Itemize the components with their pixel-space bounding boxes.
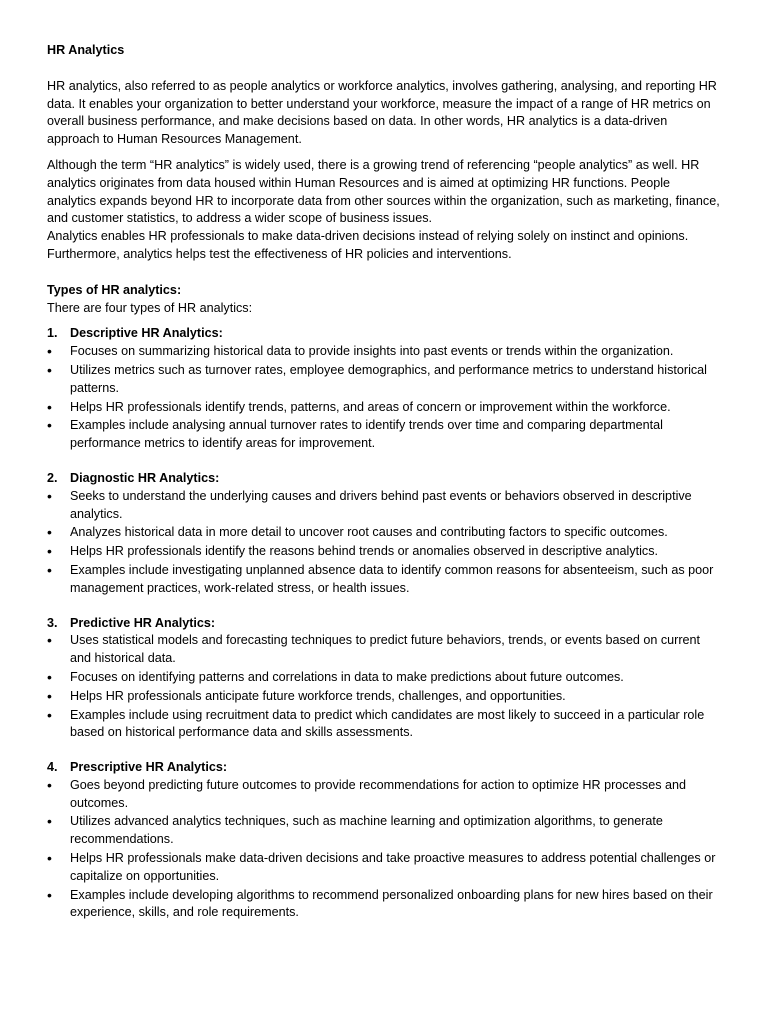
section-title: Predictive HR Analytics: [70,615,216,630]
list-item [47,669,720,687]
list-item [47,399,720,417]
list-item [47,417,720,453]
benefits-paragraph: Analytics enables HR professionals to make data-driven decisions instead of relying solely on instinct and opinions. Furthermore, analytics helps test the effectiveness of HR policies and interventions. [47,229,689,261]
bullet-icon: • [47,361,52,378]
bullet-list [47,488,720,598]
section-heading [47,470,720,488]
list-item [47,777,720,813]
bullet-icon: • [47,706,52,723]
section-number: 1. [47,326,58,341]
section-title: Diagnostic HR Analytics: [70,470,220,485]
list-item [47,343,720,361]
bullet-icon: • [47,850,52,867]
bullet-icon: • [47,524,52,541]
bullet-list [47,777,720,922]
section-number: 4. [47,760,58,775]
types-heading: Types of HR analytics: [47,282,182,297]
section-predictive [47,615,720,743]
bullet-icon: • [47,417,52,434]
list-item [47,488,720,524]
bullet-icon: • [47,632,52,649]
bullet-text: Helps HR professionals identify trends, patterns, and areas of concern or improvement within the workforce. [70,399,671,414]
bullet-icon: • [47,886,52,903]
bullet-icon: • [47,398,52,415]
bullet-text: Uses statistical models and forecasting techniques to predict future behaviors, trends, or events based on current and historical data. [70,633,701,666]
bullet-text: Utilizes metrics such as turnover rates, employee demographics, and performance metrics to understand historical patterns. [70,362,707,395]
intro-paragraph: HR analytics, also referred to as people analytics or workforce analytics, involves gathering, analysing, and reporting HR data. It enables your organization to better understand your workforce, measure the impact of a range of HR metrics on overall business performance, and make decisions based on data. In other words, HR analytics is a data-driven approach to Human Resources Management. [47,78,717,147]
list-item [47,688,720,706]
list-item [47,543,720,561]
bullet-text: Focuses on summarizing historical data to provide insights into past events or trends within the organization. [70,344,674,359]
bullet-text: Helps HR professionals make data-driven decisions and take proactive measures to address potential challenges or capitalize on opportunities. [70,851,716,883]
section-title: Prescriptive HR Analytics: [70,760,228,775]
list-item [47,562,720,598]
bullet-icon: • [47,776,52,793]
list-item [47,813,720,849]
list-item [47,707,720,743]
bullet-text: Utilizes advanced analytics techniques, such as machine learning and optimization algorithms, to generate recommendations. [70,814,663,847]
bullet-icon: • [47,687,52,704]
types-intro: There are four types of HR analytics: [47,300,253,315]
section-heading [47,325,720,343]
bullet-text: Goes beyond predicting future outcomes to provide recommendations for action to optimize HR processes and outcomes. [70,777,687,810]
list-item [47,362,720,398]
bullet-text: Examples include developing algorithms to recommend personalized onboarding plans for new hires based on their experience, skills, and role requirements. [70,887,713,920]
bullet-list [47,343,720,453]
list-item [47,524,720,542]
document-title: HR Analytics [47,43,125,57]
bullet-icon: • [47,543,52,560]
section-prescriptive [47,759,720,922]
bullet-icon: • [47,343,52,360]
bullet-text: Focuses on identifying patterns and correlations in data to make predictions about future outcomes. [70,669,624,684]
bullet-icon: • [47,561,52,578]
spacer [47,264,720,282]
bullet-list [47,632,720,742]
section-title: Descriptive HR Analytics: [70,326,223,341]
types-list [47,325,720,922]
terminology-paragraph: Although the term “HR analytics” is widely used, there is a growing trend of referencing “people analytics” as well. HR analytics originates from data housed within Human Resources and is aimed at optimizing HR functions. People analytics expands beyond HR to incorporate data from other sources within the organization, such as marketing, finance, and customer statistics, to address a wider scope of business issues. [47,157,720,226]
bullet-text: Helps HR professionals identify the reasons behind trends or anomalies observed in descriptive analytics. [70,544,659,559]
section-heading [47,759,720,777]
section-number: 3. [47,615,58,630]
bullet-icon: • [47,668,52,685]
bullet-text: Analyzes historical data in more detail to uncover root causes and contributing factors to specific outcomes. [70,525,668,540]
section-number: 2. [47,470,58,485]
bullet-text: Examples include investigating unplanned absence data to identify common reasons for absenteeism, such as poor management practices, work-related stress, or health issues. [70,562,714,595]
bullet-text: Examples include analysing annual turnover rates to identify trends over time and comparing departmental performance metrics to identify areas for improvement. [70,418,663,451]
bullet-text: Helps HR professionals anticipate future workforce trends, challenges, and opportunities. [70,688,566,703]
bullet-text: Seeks to understand the underlying causes and drivers behind past events or behaviors observed in descriptive analytics. [70,488,692,521]
section-descriptive [47,325,720,453]
list-item [47,887,720,923]
bullet-text: Examples include using recruitment data to predict which candidates are most likely to succeed in a particular role based on historical performance data and skills assessments. [70,707,705,740]
list-item [47,632,720,668]
bullet-icon: • [47,813,52,830]
section-diagnostic [47,470,720,598]
list-item [47,850,720,886]
bullet-icon: • [47,487,52,504]
section-heading [47,615,720,633]
